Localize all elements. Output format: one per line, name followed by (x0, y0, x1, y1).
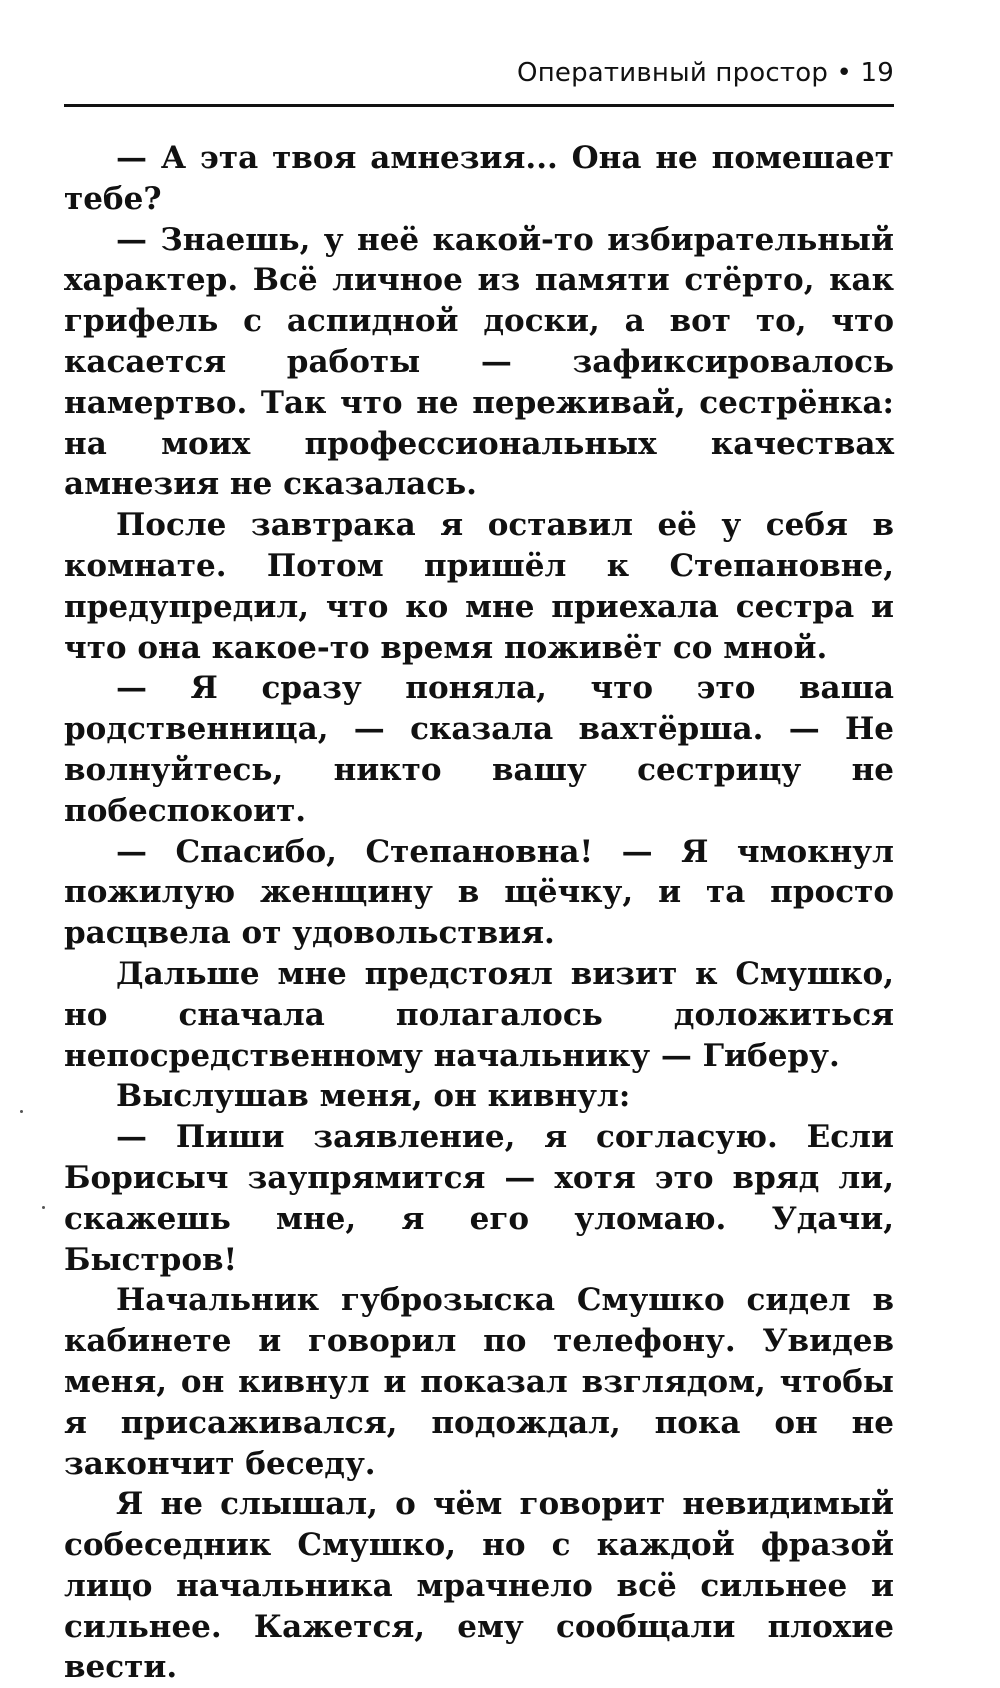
header-rule (64, 104, 894, 107)
paragraph: — Знаешь, у неё какой-то избирательный характер. Всё личное из памяти стёрто, как грифель с аспидной доски, а вот то, что касается работы — зафиксировалось намертво. Так что не переживай, сестрёнка: на моих профессиональных качествах амнезия не сказалась. (64, 221, 894, 503)
paragraph: — Я сразу поняла, что это ваша родственница, — сказала вахтёрша. — Не волнуйтесь, никто вашу сестрицу не побеспокоит. (64, 670, 894, 829)
paragraph: — А эта твоя амнезия... Она не помешает тебе? (64, 140, 894, 217)
paragraph: — Пиши заявление, я согласую. Если Борисыч заупрямится — хотя это вряд ли, скажешь мне, я его уломаю. Удачи, Быстров! (64, 1119, 894, 1278)
paragraph: Начальник губрозыска Смушко сидел в кабинете и говорил по телефону. Увидев меня, он кивнул и показал взглядом, чтобы я присаживался, подождал, пока он не закончит беседу. (64, 1282, 894, 1482)
paragraph: Выслушав меня, он кивнул: (116, 1078, 631, 1115)
paragraph: — Спасибо, Степановна! — Я чмокнул пожилую женщину в щёчку, и та просто расцвела от удовольствия. (64, 833, 894, 952)
body-text (64, 138, 894, 1688)
scan-speck (42, 1206, 45, 1209)
running-head: Оперативный простор • 19 (517, 58, 894, 88)
paragraph: После завтрака я оставил её у себя в комнате. Потом пришёл к Степановне, предупредил, что ко мне приехала сестра и что она какое-то время поживёт со мной. (64, 507, 894, 666)
scan-speck (20, 1110, 23, 1113)
paragraph: Я не слышал, о чём говорит невидимый собеседник Смушко, но с каждой фразой лицо начальника мрачнело всё сильнее и сильнее. Кажется, ему сообщали плохие вести. (64, 1486, 894, 1686)
paragraph: Дальше мне предстоял визит к Смушко, но сначала полагалось доложиться непосредственному начальнику — Гиберу. (64, 955, 894, 1074)
